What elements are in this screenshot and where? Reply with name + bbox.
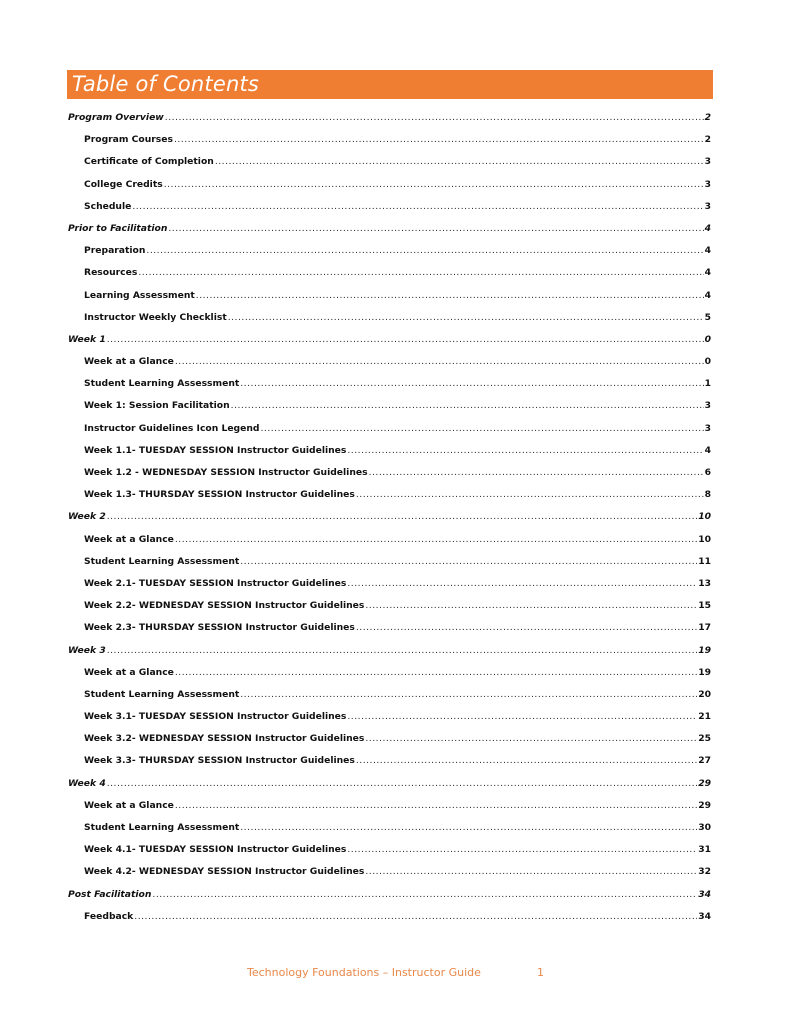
toc-entry-page-number: 10 (698, 511, 711, 523)
toc-subsection-entry[interactable] (68, 418, 711, 440)
toc-entry-label: Post Facilitation (68, 888, 152, 900)
toc-dot-leader (356, 617, 697, 639)
toc-dot-leader (215, 151, 704, 173)
toc-subsection-entry[interactable] (68, 817, 711, 839)
toc-dot-leader (164, 174, 704, 196)
toc-entry-label: Feedback (84, 910, 134, 922)
toc-dot-leader (175, 795, 697, 817)
toc-entry-label: Week 1.1- TUESDAY SESSION Instructor Guidelines (84, 444, 347, 456)
toc-subsection-entry[interactable] (68, 573, 711, 595)
toc-entry-label: Learning Assessment (84, 289, 195, 301)
toc-subsection-entry[interactable] (68, 617, 711, 639)
toc-subsection-entry[interactable] (68, 395, 711, 417)
toc-section-entry[interactable] (68, 506, 711, 528)
toc-dot-leader (347, 573, 697, 595)
toc-dot-leader (196, 285, 704, 307)
toc-entry-page-number: 15 (698, 600, 711, 612)
toc-entry-label: Resources (84, 267, 138, 279)
toc-entry-label: Week 1: Session Facilitation (84, 400, 230, 412)
toc-subsection-entry[interactable] (68, 240, 711, 262)
toc-dot-leader (240, 684, 697, 706)
toc-entry-label: Week 1.3- THURSDAY SESSION Instructor Guidelines (84, 489, 355, 501)
toc-subsection-entry[interactable] (68, 373, 711, 395)
toc-entry-label: Week 3.3- THURSDAY SESSION Instructor Guidelines (84, 755, 355, 767)
toc-subsection-entry[interactable] (68, 595, 711, 617)
toc-entry-page-number: 20 (698, 688, 711, 700)
toc-entry-label: Instructor Weekly Checklist (84, 311, 227, 323)
toc-entry-page-number: 13 (698, 577, 711, 589)
toc-entry-page-number: 21 (698, 711, 711, 723)
toc-dot-leader (152, 884, 697, 906)
toc-entry-label: Week at a Glance (84, 356, 174, 368)
page-title: Table of Contents (72, 72, 260, 96)
toc-entry-label: Week at a Glance (84, 666, 174, 678)
toc-entry-page-number: 27 (698, 755, 711, 767)
toc-entry-label: Prior to Facilitation (68, 222, 168, 234)
toc-entry-label: Week 4.2- WEDNESDAY SESSION Instructor Guidelines (84, 866, 365, 878)
toc-entry-page-number: 4 (704, 444, 711, 456)
toc-dot-leader (347, 706, 697, 728)
toc-entry-label: Week 1.2 - WEDNESDAY SESSION Instructor Guidelines (84, 467, 368, 478)
toc-entry-label: Preparation (84, 245, 146, 257)
toc-entry-page-number: 30 (698, 822, 711, 833)
toc-entry-label: Week 1 (68, 333, 106, 345)
toc-section-entry[interactable] (68, 329, 711, 351)
toc-dot-leader (228, 307, 704, 329)
toc-dot-leader (107, 773, 697, 795)
toc-dot-leader (365, 861, 697, 883)
toc-subsection-entry[interactable] (68, 440, 711, 462)
toc-subsection-entry[interactable] (68, 307, 711, 329)
toc-entry-label: Schedule (84, 200, 132, 212)
toc-dot-leader (138, 262, 703, 284)
toc-dot-leader (369, 462, 704, 484)
table-of-contents (68, 107, 711, 928)
toc-entry-page-number: 25 (698, 733, 711, 745)
toc-subsection-entry[interactable] (68, 285, 711, 307)
toc-entry-page-number: 34 (698, 888, 711, 900)
toc-entry-label: Week 3.2- WEDNESDAY SESSION Instructor Guidelines (84, 733, 365, 745)
toc-title-bar (67, 70, 713, 99)
toc-dot-leader (132, 196, 703, 218)
toc-dot-leader (240, 373, 703, 395)
toc-entry-label: Student Learning Assessment (84, 555, 240, 567)
toc-subsection-entry[interactable] (68, 839, 711, 861)
toc-dot-leader (107, 640, 697, 662)
toc-entry-label: Student Learning Assessment (84, 378, 240, 390)
toc-subsection-entry[interactable] (68, 795, 711, 817)
toc-dot-leader (165, 107, 704, 129)
toc-subsection-entry[interactable] (68, 196, 711, 218)
toc-dot-leader (356, 484, 704, 506)
toc-dot-leader (107, 506, 697, 528)
toc-entry-page-number: 10 (698, 533, 711, 545)
toc-subsection-entry[interactable] (68, 351, 711, 373)
toc-entry-page-number: 5 (704, 311, 711, 323)
toc-entry-page-number: 29 (698, 777, 711, 789)
toc-dot-leader (260, 418, 703, 440)
toc-entry-page-number: 8 (704, 489, 711, 501)
toc-entry-page-number: 1 (704, 378, 711, 390)
toc-subsection-entry[interactable] (68, 174, 711, 196)
toc-section-entry[interactable] (68, 640, 711, 662)
toc-subsection-entry[interactable] (68, 151, 711, 173)
toc-section-entry[interactable] (68, 107, 711, 129)
toc-dot-leader (347, 440, 703, 462)
toc-entry-page-number: 2 (704, 112, 711, 123)
toc-entry-page-number: 2 (704, 134, 711, 146)
toc-dot-leader (146, 240, 703, 262)
toc-entry-label: Program Overview (68, 112, 164, 123)
toc-entry-page-number: 4 (704, 289, 711, 301)
toc-dot-leader (168, 218, 703, 240)
toc-entry-label: Week 3 (68, 644, 106, 656)
toc-entry-page-number: 0 (704, 333, 711, 345)
toc-entry-page-number: 3 (704, 422, 711, 434)
toc-entry-label: Student Learning Assessment (84, 822, 240, 833)
toc-subsection-entry[interactable] (68, 551, 711, 573)
toc-entry-page-number: 3 (704, 178, 711, 190)
toc-subsection-entry[interactable] (68, 750, 711, 772)
toc-subsection-entry[interactable] (68, 462, 711, 484)
toc-entry-page-number: 32 (698, 866, 711, 878)
toc-dot-leader (107, 329, 704, 351)
toc-dot-leader (174, 129, 704, 151)
toc-subsection-entry[interactable] (68, 906, 711, 928)
toc-entry-label: Week 3.1- TUESDAY SESSION Instructor Guidelines (84, 711, 347, 723)
toc-section-entry[interactable] (68, 773, 711, 795)
toc-entry-page-number: 6 (704, 467, 711, 478)
toc-entry-label: Week 2.2- WEDNESDAY SESSION Instructor Guidelines (84, 600, 365, 612)
toc-dot-leader (365, 728, 697, 750)
toc-entry-page-number: 3 (704, 156, 711, 168)
toc-subsection-entry[interactable] (68, 684, 711, 706)
footer-document-title: Technology Foundations – Instructor Guide (247, 966, 481, 979)
toc-entry-page-number: 31 (698, 844, 711, 856)
toc-entry-label: Week 2.1- TUESDAY SESSION Instructor Guidelines (84, 577, 347, 589)
toc-subsection-entry[interactable] (68, 662, 711, 684)
toc-entry-label: Week 4.1- TUESDAY SESSION Instructor Guidelines (84, 844, 347, 856)
toc-subsection-entry[interactable] (68, 861, 711, 883)
toc-subsection-entry[interactable] (68, 706, 711, 728)
toc-subsection-entry[interactable] (68, 529, 711, 551)
toc-section-entry[interactable] (68, 884, 711, 906)
toc-entry-page-number: 0 (704, 356, 711, 368)
toc-dot-leader (240, 551, 697, 573)
toc-entry-label: Program Courses (84, 134, 173, 146)
toc-entry-label: Week at a Glance (84, 533, 174, 545)
toc-subsection-entry[interactable] (68, 728, 711, 750)
toc-entry-label: Student Learning Assessment (84, 688, 240, 700)
toc-entry-page-number: 4 (704, 245, 711, 257)
toc-dot-leader (356, 750, 697, 772)
toc-entry-page-number: 3 (704, 400, 711, 412)
toc-dot-leader (365, 595, 697, 617)
toc-dot-leader (175, 662, 697, 684)
toc-entry-label: College Credits (84, 178, 163, 190)
toc-entry-label: Week at a Glance (84, 799, 174, 811)
toc-dot-leader (175, 529, 697, 551)
toc-entry-page-number: 29 (698, 799, 711, 811)
toc-entry-label: Week 4 (68, 777, 106, 789)
toc-subsection-entry[interactable] (68, 129, 711, 151)
toc-dot-leader (231, 395, 704, 417)
toc-entry-label: Certificate of Completion (84, 156, 214, 168)
footer-page-number: 1 (537, 966, 544, 979)
toc-entry-page-number: 4 (704, 267, 711, 279)
toc-entry-page-number: 19 (698, 666, 711, 678)
toc-subsection-entry[interactable] (68, 262, 711, 284)
toc-entry-page-number: 17 (698, 622, 711, 634)
toc-dot-leader (347, 839, 697, 861)
toc-entry-page-number: 4 (704, 222, 711, 234)
toc-entry-page-number: 3 (704, 200, 711, 212)
toc-entry-page-number: 11 (698, 555, 711, 567)
toc-entry-page-number: 34 (698, 910, 711, 922)
toc-entry-label: Week 2.3- THURSDAY SESSION Instructor Guidelines (84, 622, 355, 634)
toc-section-entry[interactable] (68, 218, 711, 240)
toc-dot-leader (175, 351, 704, 373)
toc-subsection-entry[interactable] (68, 484, 711, 506)
toc-dot-leader (240, 817, 697, 839)
toc-entry-page-number: 19 (698, 644, 711, 656)
toc-entry-label: Instructor Guidelines Icon Legend (84, 422, 260, 434)
toc-entry-label: Week 2 (68, 511, 106, 523)
toc-dot-leader (134, 906, 697, 928)
